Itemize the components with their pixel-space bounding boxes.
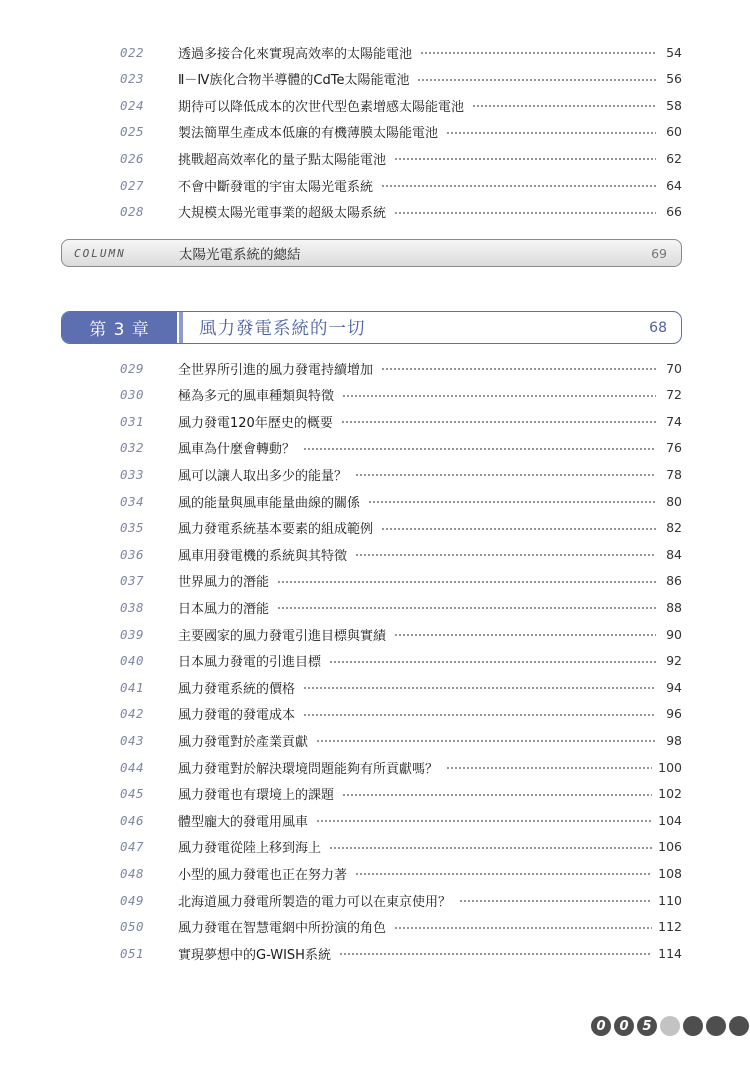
- toc-entry[interactable]: [120, 675, 682, 699]
- entry-number: 041: [120, 679, 145, 695]
- entry-page-number: 90: [666, 626, 682, 642]
- entry-title: 實現夢想中的G-WISH系統: [178, 947, 331, 963]
- dot-leader: [381, 185, 656, 187]
- entry-number: 051: [120, 945, 145, 961]
- toc-entry[interactable]: [120, 941, 682, 965]
- entry-title: 風力發電從陸上移到海上: [178, 841, 322, 857]
- entry-number: 025: [120, 124, 145, 140]
- entry-number: 042: [120, 706, 145, 722]
- toc-entry[interactable]: [120, 383, 682, 407]
- dot-leader: [316, 820, 652, 822]
- dot-leader: [381, 528, 656, 530]
- entry-page-number: 86: [666, 573, 682, 589]
- toc-entry[interactable]: [120, 146, 682, 170]
- entry-number: 037: [120, 573, 145, 589]
- entry-title: 風力發電對於產業貢獻: [178, 734, 309, 750]
- toc-entry[interactable]: [120, 516, 682, 540]
- entry-page-number: 102: [658, 786, 682, 802]
- toc-entry[interactable]: [120, 622, 682, 646]
- entry-title: 大規模太陽光電事業的超級太陽系統: [178, 206, 387, 222]
- dot-leader: [355, 474, 656, 476]
- entry-page-number: 78: [666, 466, 682, 482]
- entry-number: 050: [120, 919, 145, 935]
- entry-title: 期待可以降低成本的次世代型色素增感太陽能電池: [178, 99, 465, 115]
- dot-leader: [420, 52, 656, 54]
- dot-leader: [394, 212, 656, 214]
- entry-number: 038: [120, 599, 145, 615]
- entry-title: 風車用發電機的系統與其特徵: [178, 548, 348, 564]
- toc-entry[interactable]: [120, 409, 682, 433]
- dot-leader: [339, 953, 652, 955]
- entry-title: 風的能量與風車能量曲線的關係: [178, 495, 361, 511]
- dot-leader: [316, 740, 656, 742]
- entry-number: 030: [120, 387, 145, 403]
- entry-title: 北海道風力發電所製造的電力可以在東京使用？: [178, 894, 452, 910]
- toc-entry[interactable]: [120, 595, 682, 619]
- dot-leader: [341, 421, 656, 423]
- page-number-dot: [706, 1016, 726, 1036]
- entry-title: 風力發電的發電成本: [178, 708, 296, 724]
- entry-page-number: 76: [666, 440, 682, 456]
- dot-leader: [355, 873, 652, 875]
- dot-leader: [472, 105, 656, 107]
- dot-leader: [303, 448, 656, 450]
- entry-page-number: 64: [666, 177, 682, 193]
- entry-number: 044: [120, 759, 145, 775]
- entry-number: 026: [120, 150, 145, 166]
- dot-leader: [342, 395, 656, 397]
- toc-entry[interactable]: [120, 120, 682, 144]
- entry-number: 043: [120, 732, 145, 748]
- column-title: 太陽光電系統的總結: [179, 247, 301, 263]
- entry-number: 033: [120, 466, 145, 482]
- dot-leader: [277, 581, 656, 583]
- toc-entry[interactable]: [120, 67, 682, 91]
- toc-entry[interactable]: [120, 888, 682, 912]
- entry-number: 028: [120, 204, 145, 220]
- column-label: COLUMN: [74, 246, 126, 260]
- entry-title: 挑戰超高效率化的量子點太陽能電池: [178, 152, 387, 168]
- entry-number: 039: [120, 626, 145, 642]
- entry-page-number: 70: [666, 360, 682, 376]
- entry-title: 小型的風力發電也正在努力著: [178, 867, 348, 883]
- dot-leader: [303, 714, 656, 716]
- entry-title: Ⅱ－Ⅳ族化合物半導體的CdTe太陽能電池: [178, 73, 410, 89]
- toc-entry[interactable]: [120, 755, 682, 779]
- chapter-label: 第 3 章: [62, 312, 179, 343]
- dot-leader: [394, 158, 656, 160]
- dot-leader: [368, 501, 656, 503]
- entry-title: 世界風力的潛能: [178, 575, 270, 591]
- column-page-number: 69: [651, 245, 667, 261]
- toc-entry[interactable]: [120, 542, 682, 566]
- page-number-dot: [660, 1016, 680, 1036]
- entry-page-number: 106: [658, 839, 682, 855]
- entry-title: 透過多接合化來實現高效率的太陽能電池: [178, 46, 413, 62]
- entry-number: 045: [120, 786, 145, 802]
- toc-entry[interactable]: [120, 40, 682, 64]
- entry-title: 不會中斷發電的宇宙太陽光電系統: [178, 179, 374, 195]
- toc-entry[interactable]: [120, 489, 682, 513]
- column-bar[interactable]: [61, 239, 682, 267]
- entry-page-number: 100: [658, 759, 682, 775]
- entry-page-number: 62: [666, 150, 682, 166]
- dot-leader: [329, 847, 652, 849]
- entry-page-number: 58: [666, 97, 682, 113]
- entry-title: 風可以讓人取出多少的能量？: [178, 468, 348, 484]
- entry-page-number: 110: [658, 892, 682, 908]
- entry-title: 體型龐大的發電用風車: [178, 814, 309, 830]
- entry-number: 022: [120, 44, 145, 60]
- chapter-page-number: 68: [649, 319, 667, 336]
- entry-title: 風力發電也有環境上的課題: [178, 788, 335, 804]
- toc-entry[interactable]: [120, 200, 682, 224]
- toc-entry[interactable]: [120, 649, 682, 673]
- entry-page-number: 82: [666, 520, 682, 536]
- dot-leader: [394, 927, 652, 929]
- entry-number: 036: [120, 546, 145, 562]
- entry-page-number: 96: [666, 706, 682, 722]
- dot-leader: [446, 767, 652, 769]
- entry-page-number: 98: [666, 732, 682, 748]
- page-number-digit: 5: [637, 1016, 657, 1036]
- entry-number: 023: [120, 71, 145, 87]
- entry-page-number: 104: [658, 812, 682, 828]
- page-number-dot: [683, 1016, 703, 1036]
- toc-entry[interactable]: [120, 861, 682, 885]
- entry-title: 極為多元的風車種類與特徵: [178, 389, 335, 405]
- chapter-header[interactable]: [61, 311, 682, 344]
- entry-title: 風力發電在智慧電網中所扮演的角色: [178, 921, 387, 937]
- entry-title: 風力發電系統基本要素的組成範例: [178, 522, 374, 538]
- toc-entry[interactable]: [120, 462, 682, 486]
- dot-leader: [394, 634, 656, 636]
- entry-title: 風車為什麼會轉動？: [178, 442, 296, 458]
- page-number: [591, 1016, 750, 1036]
- entry-title: 風力發電系統的價格: [178, 681, 296, 697]
- page-number-digit: 0: [591, 1016, 611, 1036]
- page-number-digit: 0: [614, 1016, 634, 1036]
- entry-title: 日本風力的潛能: [178, 601, 270, 617]
- entry-number: 032: [120, 440, 145, 456]
- toc-entry[interactable]: [120, 356, 682, 380]
- toc-entry[interactable]: [120, 702, 682, 726]
- toc-entry[interactable]: [120, 436, 682, 460]
- entry-number: 029: [120, 360, 145, 376]
- entry-title: 日本風力發電的引進目標: [178, 655, 322, 671]
- entry-page-number: 112: [658, 919, 682, 935]
- dot-leader: [381, 368, 656, 370]
- entry-page-number: 66: [666, 204, 682, 220]
- entry-title: 風力發電120年歷史的概要: [178, 415, 333, 431]
- entry-page-number: 88: [666, 599, 682, 615]
- page-number-dot: [729, 1016, 749, 1036]
- entry-number: 048: [120, 865, 145, 881]
- entry-number: 031: [120, 413, 145, 429]
- toc-entry[interactable]: [120, 915, 682, 939]
- entry-page-number: 60: [666, 124, 682, 140]
- entry-number: 034: [120, 493, 145, 509]
- entry-number: 040: [120, 653, 145, 669]
- entry-page-number: 54: [666, 44, 682, 60]
- toc-entry[interactable]: [120, 569, 682, 593]
- entry-number: 049: [120, 892, 145, 908]
- entry-page-number: 108: [658, 865, 682, 881]
- dot-leader: [417, 79, 656, 81]
- chapter-title: 風力發電系統的一切: [199, 319, 366, 339]
- dot-leader: [459, 900, 652, 902]
- dot-leader: [329, 661, 656, 663]
- dot-leader: [342, 794, 652, 796]
- entry-number: 046: [120, 812, 145, 828]
- entry-page-number: 80: [666, 493, 682, 509]
- entry-title: 全世界所引進的風力發電持續增加: [178, 362, 374, 378]
- toc-entry[interactable]: [120, 728, 682, 752]
- dot-leader: [355, 554, 656, 556]
- entry-title: 製法簡單生產成本低廉的有機薄膜太陽能電池: [178, 126, 439, 142]
- entry-page-number: 74: [666, 413, 682, 429]
- dot-leader: [303, 687, 656, 689]
- entry-title: 風力發電對於解決環境問題能夠有所貢獻嗎？: [178, 761, 439, 777]
- entry-page-number: 94: [666, 679, 682, 695]
- entry-number: 047: [120, 839, 145, 855]
- entry-number: 035: [120, 520, 145, 536]
- entry-page-number: 56: [666, 71, 682, 87]
- dot-leader: [446, 132, 656, 134]
- entry-title: 主要國家的風力發電引進目標與實績: [178, 628, 387, 644]
- entry-page-number: 114: [658, 945, 682, 961]
- entry-number: 027: [120, 177, 145, 193]
- toc-entry[interactable]: [120, 835, 682, 859]
- entry-page-number: 84: [666, 546, 682, 562]
- toc-entry[interactable]: [120, 782, 682, 806]
- toc-entry[interactable]: [120, 93, 682, 117]
- entry-number: 024: [120, 97, 145, 113]
- entry-page-number: 72: [666, 387, 682, 403]
- dot-leader: [277, 607, 656, 609]
- toc-entry[interactable]: [120, 173, 682, 197]
- toc-entry[interactable]: [120, 808, 682, 832]
- entry-page-number: 92: [666, 653, 682, 669]
